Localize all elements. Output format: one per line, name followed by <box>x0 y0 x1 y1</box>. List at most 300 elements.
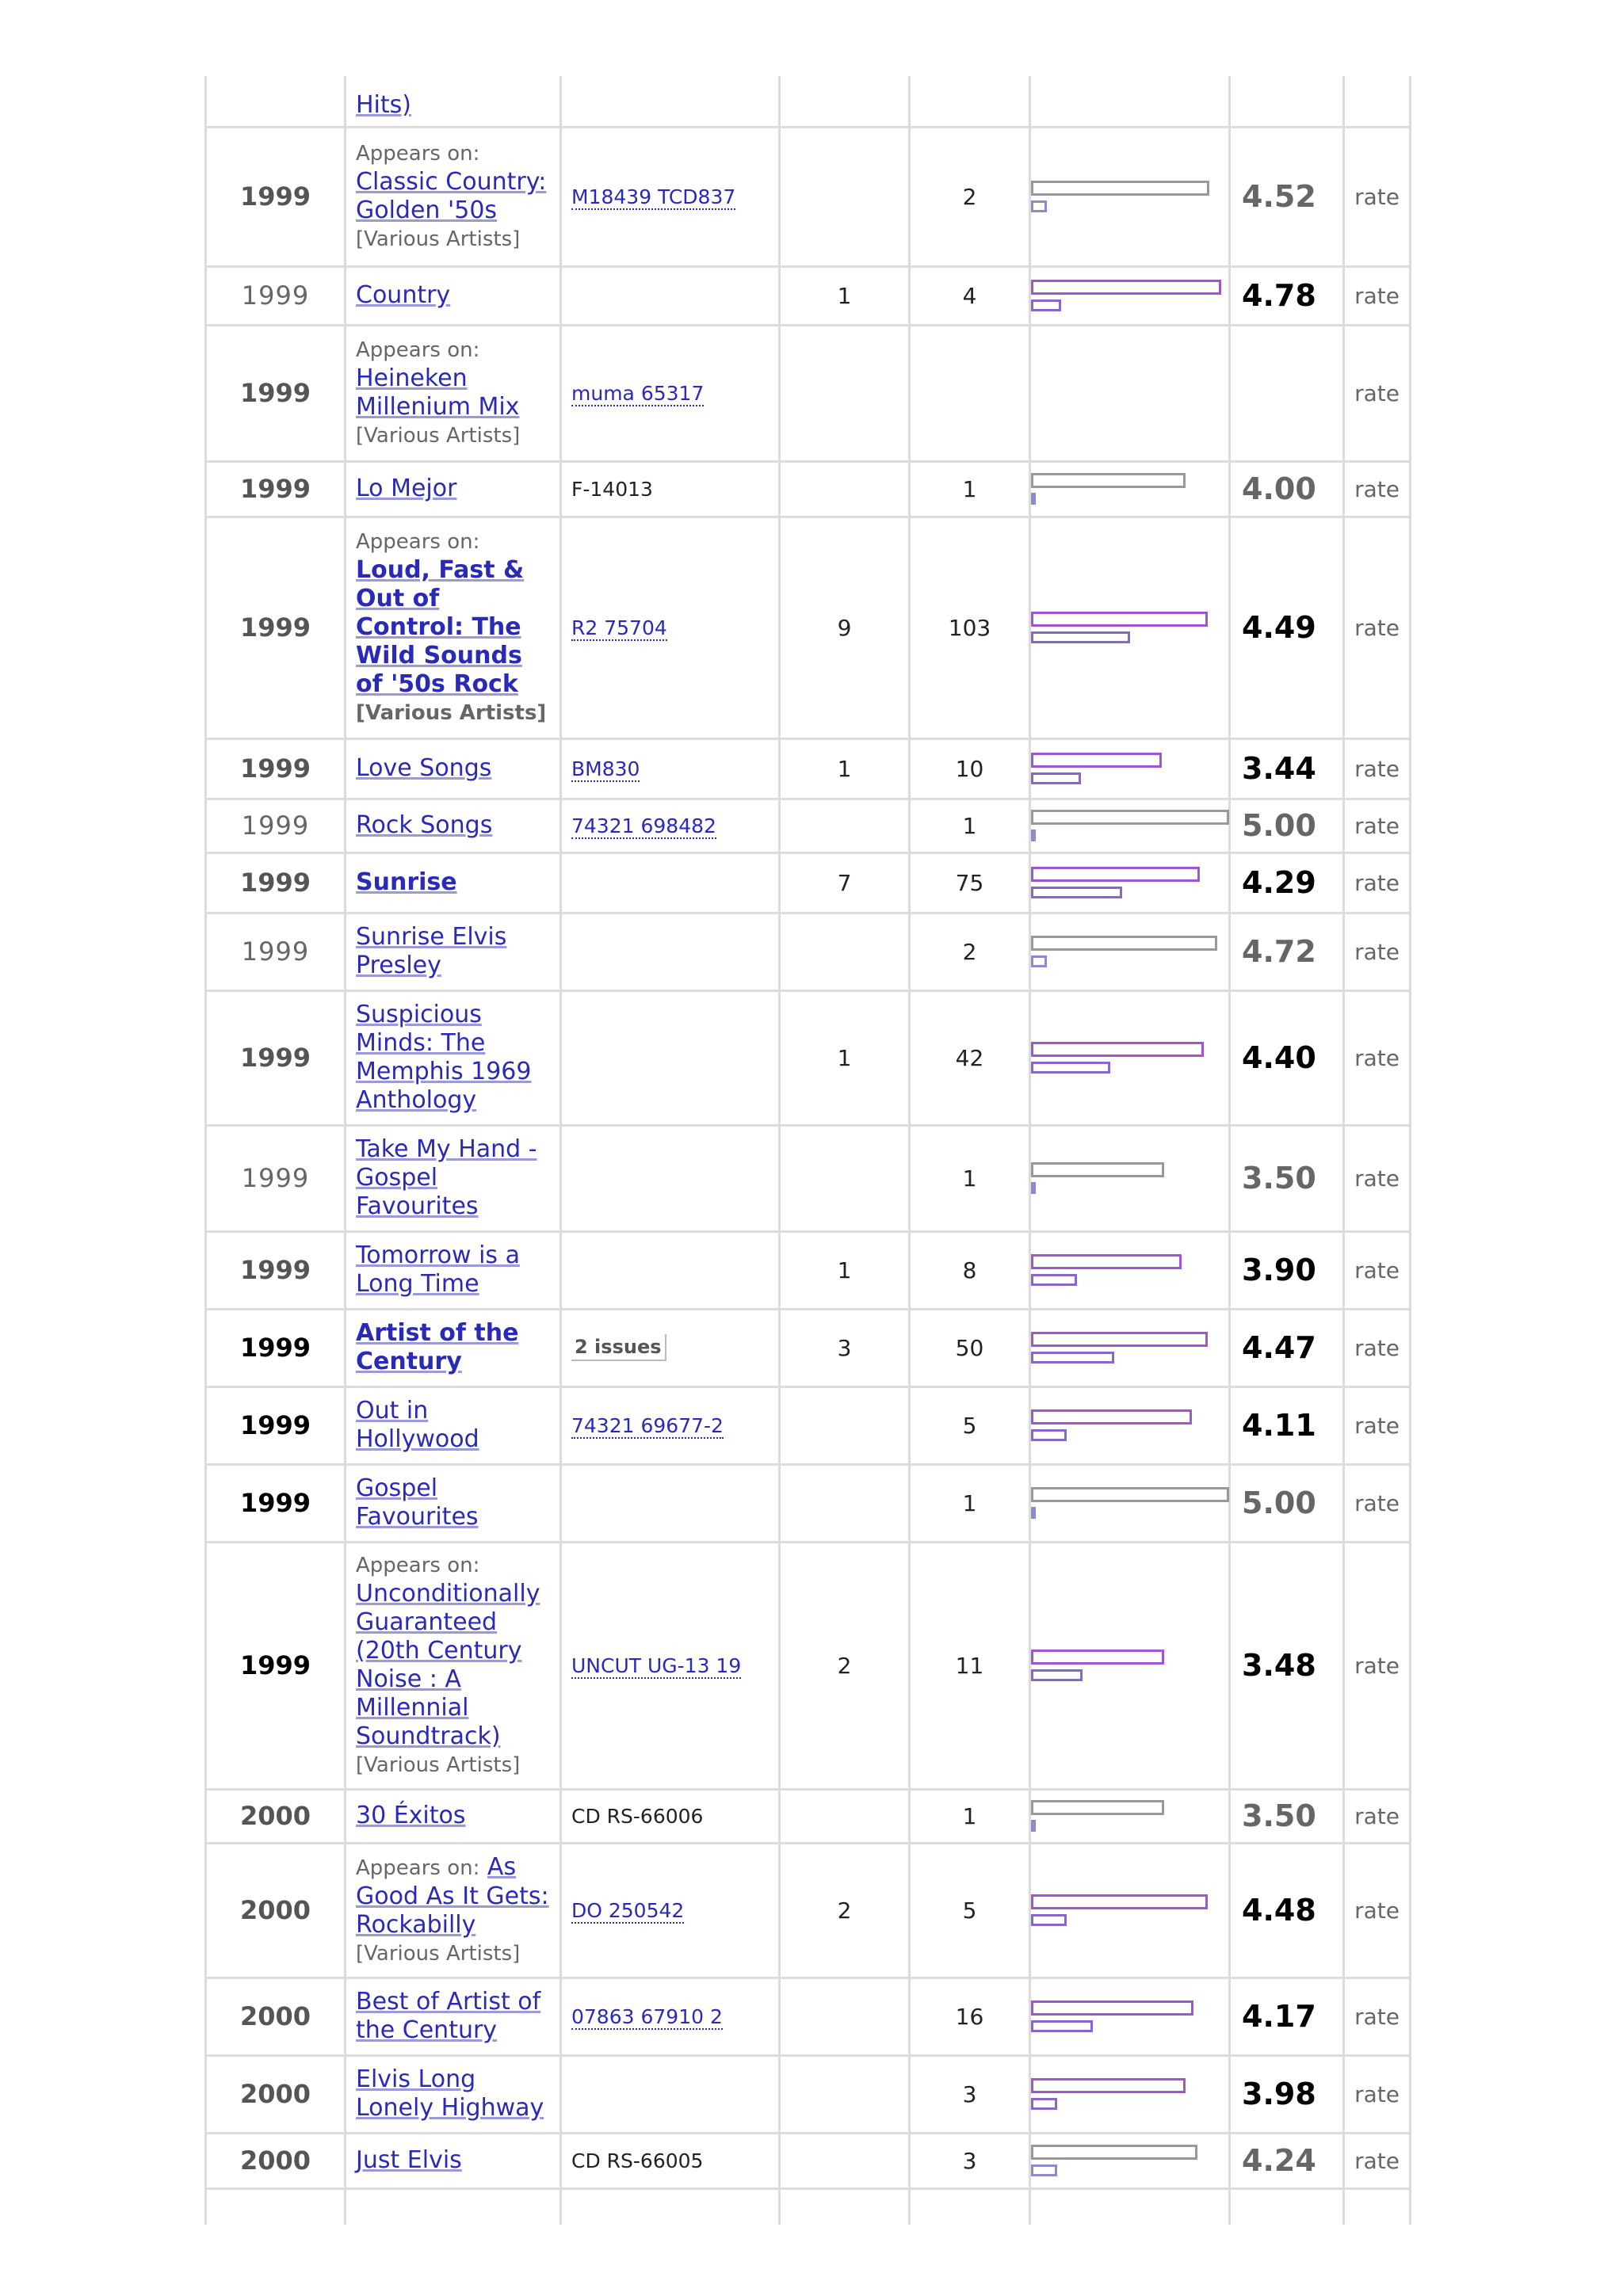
rating-count-bar <box>1031 830 1036 841</box>
release-year: 1999 <box>206 266 346 325</box>
rating-count-bar <box>1031 493 1036 505</box>
review-count <box>780 76 910 127</box>
average-rating: 4.24 <box>1230 2133 1344 2188</box>
table-row <box>206 127 1411 266</box>
rating-bar-cell <box>1030 1386 1230 1464</box>
rating-count-bar <box>1031 1669 1083 1681</box>
rate-link[interactable]: rate <box>1344 990 1411 1125</box>
rating-count: 2 <box>910 913 1030 990</box>
catalog-number: CD RS-66006 <box>571 1804 704 1828</box>
average-rating: 3.44 <box>1230 738 1344 799</box>
catalog-number-cell <box>561 1843 780 1978</box>
release-year: 1999 <box>206 325 346 461</box>
review-count: 3 <box>780 1309 910 1386</box>
average-rating: 3.48 <box>1230 1542 1344 1789</box>
average-rating: 4.48 <box>1230 1843 1344 1978</box>
release-title-cell <box>346 517 561 738</box>
average-rating: 5.00 <box>1230 1464 1344 1542</box>
release-title-cell <box>346 1386 561 1464</box>
release-title-cell <box>346 2055 561 2133</box>
review-count <box>780 913 910 990</box>
release-year: 1999 <box>206 1464 346 1542</box>
catalog-number-cell <box>561 1386 780 1464</box>
rating-count: 11 <box>910 1542 1030 1789</box>
release-title-link[interactable]: Loud, Fast & Out of Control: The Wild Sounds of '50s Rock <box>356 556 525 698</box>
rating-count: 50 <box>910 1309 1030 1386</box>
appears-on-label: Appears on: <box>356 1855 480 1880</box>
average-rating-bar <box>1031 1162 1164 1177</box>
rating-count-bar <box>1031 955 1047 967</box>
catalog-number-link[interactable]: 74321 69677-2 <box>571 1413 724 1437</box>
release-year: 1999 <box>206 517 346 738</box>
rating-count-bar <box>1031 299 1061 311</box>
release-title-cell <box>346 1309 561 1386</box>
release-title-link[interactable]: Sunrise <box>356 868 457 896</box>
rating-count: 5 <box>910 1386 1030 1464</box>
table-row <box>206 1542 1411 1789</box>
rate-link[interactable]: rate <box>1344 2133 1411 2188</box>
review-count: 2 <box>780 1843 910 1978</box>
average-rating: 4.49 <box>1230 517 1344 738</box>
rating-count-bar <box>1031 1182 1036 1194</box>
rating-count-bar <box>1031 200 1047 212</box>
release-year: 1999 <box>206 1125 346 1231</box>
review-count <box>780 461 910 517</box>
average-rating-bar <box>1031 867 1200 882</box>
release-title-cell <box>346 127 561 266</box>
rating-bar-cell <box>1030 990 1230 1125</box>
average-rating-bar <box>1031 1254 1182 1269</box>
average-rating-bar <box>1031 1894 1208 1909</box>
release-title-link[interactable]: Classic Country: Golden '50s <box>356 168 547 224</box>
release-title-link[interactable]: As Good As It Gets: Rockabilly <box>356 1852 549 1939</box>
table-row <box>206 1464 1411 1542</box>
catalog-number-cell <box>561 1978 780 2055</box>
rating-bar-cell <box>1030 1542 1230 1789</box>
review-count: 1 <box>780 738 910 799</box>
average-rating: 3.50 <box>1230 1789 1344 1843</box>
release-year: 1999 <box>206 1231 346 1309</box>
table-row <box>206 517 1411 738</box>
average-rating: 4.72 <box>1230 913 1344 990</box>
rating-count <box>910 2188 1030 2225</box>
average-rating-bar <box>1031 612 1208 627</box>
review-count: 1 <box>780 1231 910 1309</box>
release-year: 1999 <box>206 799 346 852</box>
average-rating: 4.78 <box>1230 266 1344 325</box>
review-count <box>780 1386 910 1464</box>
rating-bar-cell <box>1030 1125 1230 1231</box>
average-rating: 3.50 <box>1230 1125 1344 1231</box>
review-count <box>780 1978 910 2055</box>
table-row <box>206 1125 1411 1231</box>
rating-bar-cell <box>1030 799 1230 852</box>
average-rating-bar <box>1031 473 1186 488</box>
rating-bars <box>1031 473 1228 505</box>
rating-bar-cell <box>1030 1464 1230 1542</box>
rating-bar-cell <box>1030 461 1230 517</box>
catalog-number-link[interactable]: BM830 <box>571 757 640 780</box>
rating-bars <box>1031 1487 1228 1519</box>
rating-count: 16 <box>910 1978 1030 2055</box>
rate-link[interactable]: rate <box>1344 266 1411 325</box>
release-title-link[interactable]: Suspicious Minds: The Memphis 1969 Anthology <box>356 1001 532 1114</box>
rating-bars <box>1031 280 1228 311</box>
average-rating-bar <box>1031 2078 1186 2093</box>
release-title-link[interactable]: Tomorrow is a Long Time <box>356 1241 520 1298</box>
release-title-link[interactable]: Unconditionally Guaranteed (20th Century Noise : A Millennial Soundtrack) <box>356 1580 540 1750</box>
release-title-cell <box>346 738 561 799</box>
average-rating: 4.00 <box>1230 461 1344 517</box>
catalog-number-link[interactable]: M18439 TCD837 <box>571 185 736 208</box>
release-title-cell <box>346 1843 561 1978</box>
rate-link[interactable]: rate <box>1344 1464 1411 1542</box>
release-title-cell <box>346 325 561 461</box>
rate-link[interactable]: rate <box>1344 461 1411 517</box>
rating-count: 4 <box>910 266 1030 325</box>
release-title-cell <box>346 461 561 517</box>
rating-bars <box>1031 753 1228 784</box>
rating-bar-cell <box>1030 2133 1230 2188</box>
release-title-link[interactable]: Artist of the Century <box>356 1319 519 1375</box>
discography-table-body <box>206 76 1411 2225</box>
table-row <box>206 1843 1411 1978</box>
release-title-link[interactable]: Elvis Long Lonely Highway <box>356 2065 544 2122</box>
rating-bars <box>1031 1650 1228 1681</box>
rating-bar-cell <box>1030 2055 1230 2133</box>
rating-count-bar <box>1031 2164 1057 2176</box>
release-title-cell <box>346 1789 561 1843</box>
release-year: 2000 <box>206 1843 346 1978</box>
release-year: 1999 <box>206 127 346 266</box>
table-row <box>206 1978 1411 2055</box>
release-title-link[interactable]: Hits) <box>356 90 411 119</box>
catalog-number-cell <box>561 2055 780 2133</box>
rating-count-bar <box>1031 1914 1067 1926</box>
various-artists-label: [Various Artists] <box>356 1941 521 1966</box>
average-rating-bar <box>1031 280 1221 295</box>
rating-count: 5 <box>910 1843 1030 1978</box>
rate-link[interactable]: rate <box>1344 852 1411 913</box>
release-title-link[interactable]: Heineken Millenium Mix <box>356 364 520 421</box>
release-title-link[interactable]: 30 Éxitos <box>356 1802 466 1829</box>
release-title-cell <box>346 1978 561 2055</box>
rate-link[interactable]: rate <box>1344 1386 1411 1464</box>
average-rating: 4.47 <box>1230 1309 1344 1386</box>
average-rating: 3.98 <box>1230 2055 1344 2133</box>
average-rating: 3.90 <box>1230 1231 1344 1309</box>
average-rating-bar <box>1031 1487 1229 1502</box>
rating-bar-cell <box>1030 127 1230 266</box>
average-rating-bar <box>1031 1332 1208 1347</box>
catalog-number-cell <box>561 127 780 266</box>
catalog-number-cell <box>561 738 780 799</box>
catalog-number-cell <box>561 1464 780 1542</box>
review-count <box>780 1464 910 1542</box>
rating-count-bar <box>1031 772 1081 784</box>
rate-link[interactable]: rate <box>1344 1125 1411 1231</box>
catalog-number-link[interactable]: UNCUT UG-13 19 <box>571 1653 742 1677</box>
release-title-cell <box>346 2188 561 2225</box>
rating-count: 1 <box>910 1125 1030 1231</box>
rate-link[interactable]: rate <box>1344 1309 1411 1386</box>
release-year: 1999 <box>206 913 346 990</box>
release-title-link[interactable]: Sunrise Elvis Presley <box>356 923 507 979</box>
rate-link[interactable]: rate <box>1344 517 1411 738</box>
rating-count: 1 <box>910 799 1030 852</box>
release-title-cell <box>346 1125 561 1231</box>
review-count: 1 <box>780 266 910 325</box>
catalog-number-cell <box>561 990 780 1125</box>
catalog-number-link[interactable]: 07863 67910 2 <box>571 2004 723 2028</box>
release-title-link[interactable]: Out in Hollywood <box>356 1397 479 1453</box>
rating-count-bar <box>1031 1507 1036 1519</box>
table-row <box>206 1386 1411 1464</box>
average-rating-bar <box>1031 936 1217 951</box>
rate-link[interactable]: rate <box>1344 2055 1411 2133</box>
rating-count: 103 <box>910 517 1030 738</box>
average-rating: 4.52 <box>1230 127 1344 266</box>
rating-count-bar <box>1031 631 1130 643</box>
catalog-number-cell <box>561 76 780 127</box>
rating-bars <box>1031 2000 1228 2032</box>
various-artists-label: [Various Artists] <box>356 1753 521 1777</box>
average-rating: 4.11 <box>1230 1386 1344 1464</box>
table-row <box>206 461 1411 517</box>
release-title-link[interactable]: Best of Artist of the Century <box>356 1988 541 2044</box>
rating-bars <box>1031 1162 1228 1194</box>
rating-count: 1 <box>910 1464 1030 1542</box>
review-count <box>780 127 910 266</box>
release-title-link[interactable]: Take My Hand - Gospel Favourites <box>356 1135 537 1220</box>
catalog-number-cell <box>561 1231 780 1309</box>
rating-bar-cell <box>1030 1978 1230 2055</box>
release-year: 2000 <box>206 2133 346 2188</box>
release-title-link[interactable]: Gospel Favourites <box>356 1474 479 1531</box>
release-year: 1999 <box>206 1542 346 1789</box>
table-row <box>206 913 1411 990</box>
rating-bar-cell <box>1030 1231 1230 1309</box>
rating-bars <box>1031 1332 1228 1363</box>
rating-count: 1 <box>910 461 1030 517</box>
table-row <box>206 1309 1411 1386</box>
table-row <box>206 990 1411 1125</box>
table-row <box>206 738 1411 799</box>
appears-on-label: Appears on: <box>356 530 480 554</box>
rating-bars <box>1031 936 1228 967</box>
release-title-link[interactable]: Love Songs <box>356 754 492 782</box>
issues-button[interactable]: 2 issues <box>571 1334 666 1361</box>
rate-link <box>1344 2188 1411 2225</box>
catalog-number-cell <box>561 913 780 990</box>
review-count <box>780 2055 910 2133</box>
table-row <box>206 2055 1411 2133</box>
release-title-link[interactable]: Country <box>356 281 451 309</box>
table-row <box>206 2133 1411 2188</box>
rating-count <box>910 325 1030 461</box>
rating-bar-cell <box>1030 517 1230 738</box>
average-rating <box>1230 2188 1344 2225</box>
average-rating-bar <box>1031 1800 1164 1815</box>
catalog-number-cell <box>561 852 780 913</box>
average-rating <box>1230 76 1344 127</box>
rate-link <box>1344 76 1411 127</box>
catalog-number-link[interactable]: 74321 698482 <box>571 814 716 837</box>
review-count <box>780 799 910 852</box>
rating-bars <box>1031 1800 1228 1832</box>
release-title-cell <box>346 2133 561 2188</box>
rating-count: 1 <box>910 1789 1030 1843</box>
table-row <box>206 76 1411 127</box>
average-rating-bar <box>1031 1042 1204 1057</box>
release-title-cell <box>346 799 561 852</box>
various-artists-label: [Various Artists] <box>356 701 547 725</box>
discography-table-wrapper <box>204 76 1409 2225</box>
release-year <box>206 2188 346 2225</box>
average-rating: 5.00 <box>1230 799 1344 852</box>
rating-bar-cell <box>1030 1789 1230 1843</box>
catalog-number-link[interactable]: R2 75704 <box>571 616 667 639</box>
release-title-link[interactable]: Lo Mejor <box>356 475 457 502</box>
appears-on-label: Appears on: <box>356 338 480 362</box>
release-year: 1999 <box>206 1386 346 1464</box>
rate-link[interactable]: rate <box>1344 325 1411 461</box>
rate-link[interactable]: rate <box>1344 1978 1411 2055</box>
catalog-number: CD RS-66005 <box>571 2149 704 2172</box>
release-title-cell <box>346 266 561 325</box>
rate-link[interactable]: rate <box>1344 1843 1411 1978</box>
rating-count: 3 <box>910 2133 1030 2188</box>
review-count: 2 <box>780 1542 910 1789</box>
rating-count: 75 <box>910 852 1030 913</box>
catalog-number-link[interactable]: DO 250542 <box>571 1898 685 1922</box>
catalog-number-cell <box>561 2188 780 2225</box>
release-title-link[interactable]: Just Elvis <box>356 2146 462 2174</box>
rating-bar-cell <box>1030 266 1230 325</box>
release-title-cell <box>346 1231 561 1309</box>
average-rating-bar <box>1031 1650 1164 1665</box>
rating-count-bar <box>1031 887 1122 898</box>
average-rating: 4.29 <box>1230 852 1344 913</box>
average-rating: 4.17 <box>1230 1978 1344 2055</box>
rating-bar-cell <box>1030 76 1230 127</box>
table-row <box>206 2188 1411 2225</box>
rate-link[interactable]: rate <box>1344 799 1411 852</box>
release-year <box>206 76 346 127</box>
review-count <box>780 325 910 461</box>
rating-bars <box>1031 1894 1228 1926</box>
rating-count-bar <box>1031 1062 1110 1074</box>
catalog-number-cell <box>561 1789 780 1843</box>
rating-count-bar <box>1031 1429 1067 1441</box>
rating-count: 8 <box>910 1231 1030 1309</box>
various-artists-label: [Various Artists] <box>356 424 521 448</box>
table-row <box>206 266 1411 325</box>
average-rating-bar <box>1031 753 1162 768</box>
review-count <box>780 2133 910 2188</box>
catalog-number-cell <box>561 1125 780 1231</box>
rating-count: 3 <box>910 2055 1030 2133</box>
rating-count-bar <box>1031 1820 1036 1832</box>
average-rating-bar <box>1031 810 1229 825</box>
average-rating-bar <box>1031 181 1209 196</box>
rating-bars <box>1031 1042 1228 1074</box>
rating-count: 10 <box>910 738 1030 799</box>
rating-bars <box>1031 1254 1228 1286</box>
release-year: 1999 <box>206 461 346 517</box>
release-year: 1999 <box>206 1309 346 1386</box>
release-title-cell <box>346 1542 561 1789</box>
various-artists-label: [Various Artists] <box>356 227 521 251</box>
rating-bar-cell <box>1030 738 1230 799</box>
average-rating-bar <box>1031 2145 1197 2160</box>
catalog-number-link[interactable]: muma 65317 <box>571 381 705 405</box>
table-row <box>206 799 1411 852</box>
table-row <box>206 1789 1411 1843</box>
rating-bars <box>1031 1409 1228 1441</box>
rate-link[interactable]: rate <box>1344 1542 1411 1789</box>
rating-bar-cell <box>1030 1843 1230 1978</box>
rating-bars <box>1031 181 1228 212</box>
table-row <box>206 852 1411 913</box>
rating-count-bar <box>1031 1352 1114 1363</box>
rating-count-bar <box>1031 2098 1057 2110</box>
catalog-number-cell <box>561 799 780 852</box>
release-year: 2000 <box>206 1789 346 1843</box>
release-title-cell <box>346 913 561 990</box>
table-row <box>206 325 1411 461</box>
catalog-number-cell <box>561 266 780 325</box>
release-year: 2000 <box>206 1978 346 2055</box>
rating-bars <box>1031 867 1228 898</box>
rate-link[interactable]: rate <box>1344 1231 1411 1309</box>
rate-link[interactable]: rate <box>1344 127 1411 266</box>
release-year: 1999 <box>206 738 346 799</box>
review-count: 7 <box>780 852 910 913</box>
average-rating: 4.40 <box>1230 990 1344 1125</box>
rating-bar-cell <box>1030 325 1230 461</box>
catalog-number-cell <box>561 2133 780 2188</box>
catalog-number-cell <box>561 1542 780 1789</box>
release-title-cell <box>346 76 561 127</box>
release-title-link[interactable]: Rock Songs <box>356 811 493 839</box>
catalog-number-cell <box>561 325 780 461</box>
rate-link[interactable]: rate <box>1344 738 1411 799</box>
rating-count: 2 <box>910 127 1030 266</box>
review-count: 9 <box>780 517 910 738</box>
rating-bars <box>1031 612 1228 643</box>
catalog-number: F-14013 <box>571 477 653 501</box>
discography-table <box>204 76 1411 2225</box>
rating-count-bar <box>1031 1274 1077 1286</box>
review-count <box>780 2188 910 2225</box>
rate-link[interactable]: rate <box>1344 1789 1411 1843</box>
table-row <box>206 1231 1411 1309</box>
rating-count-bar <box>1031 2020 1093 2032</box>
rate-link[interactable]: rate <box>1344 913 1411 990</box>
average-rating <box>1230 325 1344 461</box>
rating-bars <box>1031 2145 1228 2176</box>
rating-count: 42 <box>910 990 1030 1125</box>
release-title-cell <box>346 852 561 913</box>
catalog-number-cell <box>561 517 780 738</box>
catalog-number-cell <box>561 461 780 517</box>
review-count: 1 <box>780 990 910 1125</box>
release-title-cell <box>346 990 561 1125</box>
release-year: 1999 <box>206 990 346 1125</box>
rating-bar-cell <box>1030 2188 1230 2225</box>
release-year: 2000 <box>206 2055 346 2133</box>
